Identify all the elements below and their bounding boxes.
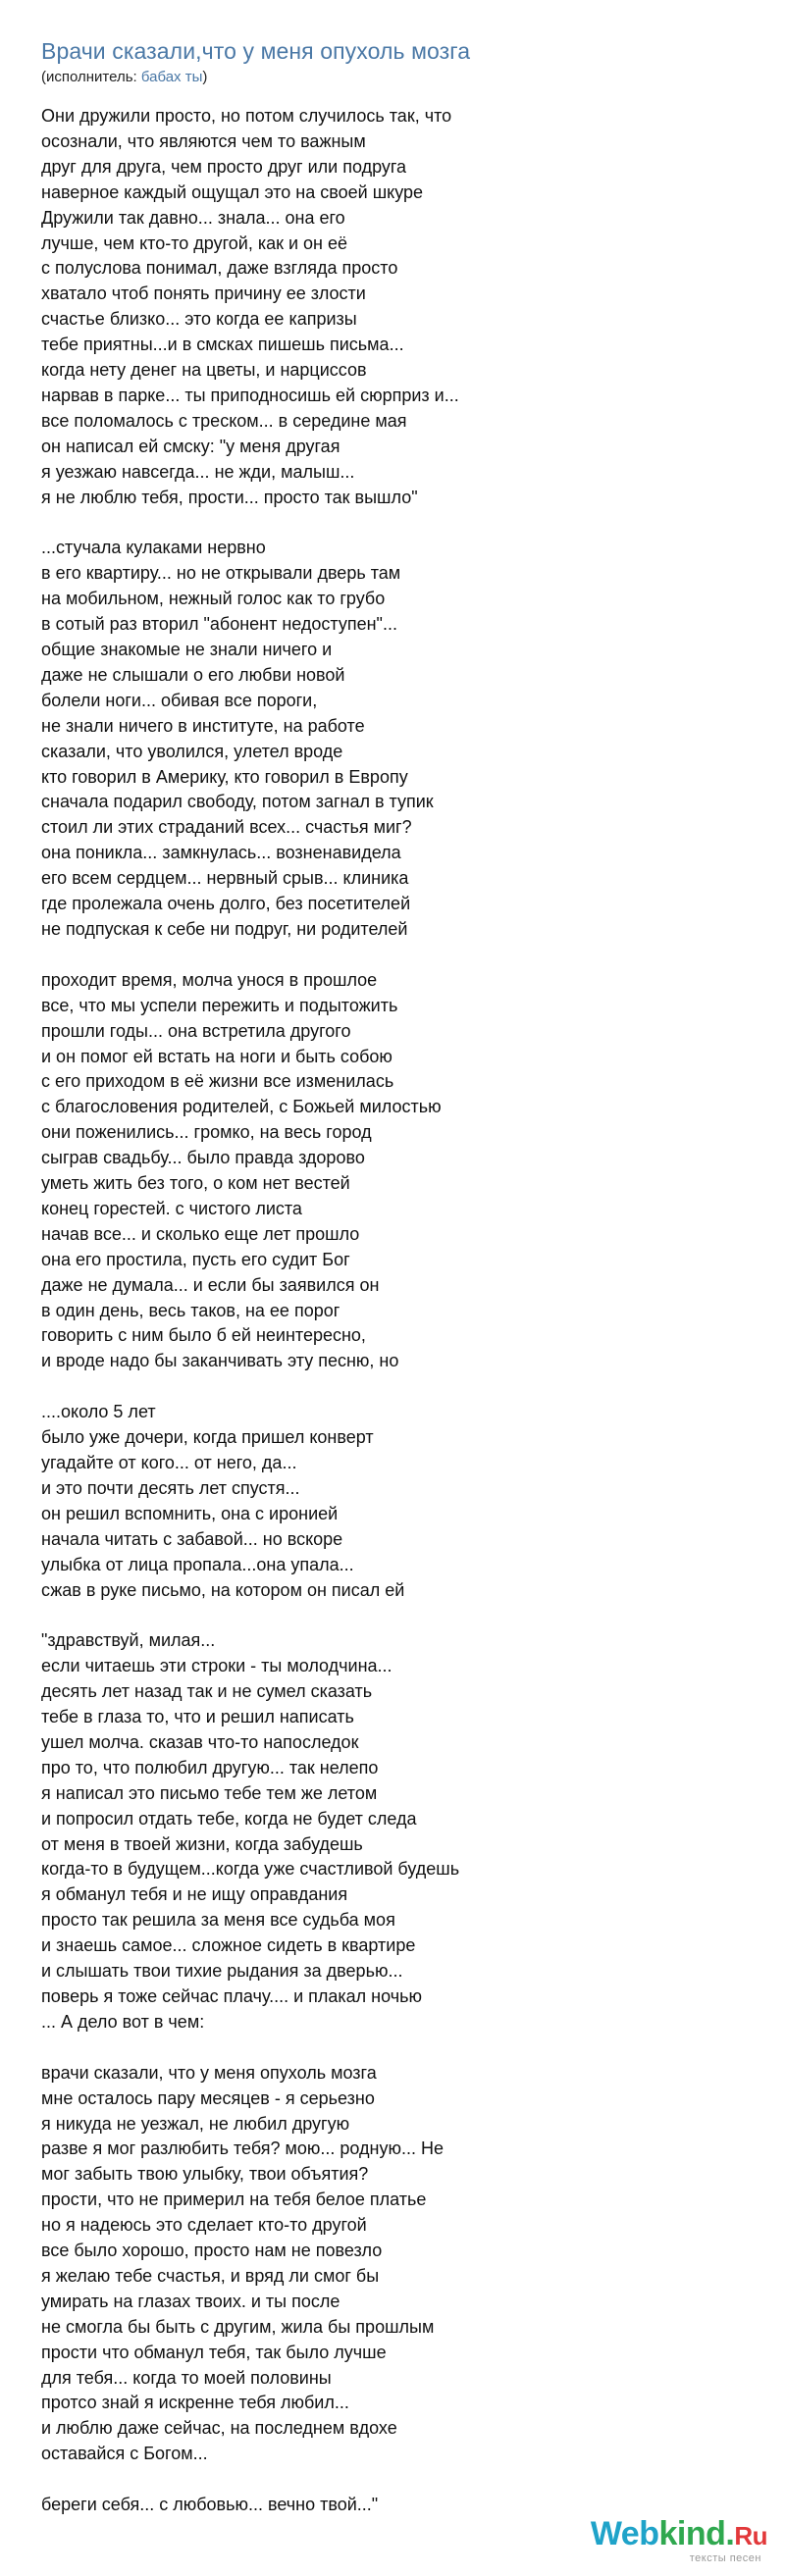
artist-link[interactable]: бабах ты: [140, 69, 203, 85]
lyric-line: врачи сказали, что у меня опухоль мозга: [41, 2062, 377, 2083]
lyric-line: но я надеюсь это сделает кто-то другой: [41, 2215, 367, 2236]
lyric-line: наверное каждый ощущал это на своей шкуре: [41, 181, 424, 202]
lyric-line: прости, что не примерил на тебя белое платье: [41, 2190, 427, 2210]
lyric-line: болели ноги... обивая все пороги,: [41, 690, 318, 710]
performer-line: [41, 69, 748, 86]
lyric-line: уметь жить без того, о ком нет вестей: [41, 1173, 350, 1194]
lyric-line: ....около 5 лет: [41, 1402, 156, 1422]
lyrics-stanza: [41, 536, 728, 943]
lyrics-stanza: [41, 104, 728, 511]
lyric-line: все поломалось с треском... в середине мая: [41, 410, 407, 431]
lyric-line: Дружили так давно... знала... она его: [41, 207, 345, 228]
lyric-line: просто так решила за меня все судьба моя: [41, 1910, 395, 1931]
lyric-line: он написал ей смску: "у меня другая: [41, 436, 340, 456]
lyric-line: тебе в глаза то, что и решил написать: [41, 1707, 354, 1727]
lyrics-body: [41, 104, 728, 2544]
lyric-line: в его квартиру... но не открывали дверь там: [41, 563, 401, 584]
webkind-logo[interactable]: [532, 2515, 767, 2564]
performer-prefix: (исполнитель:: [41, 69, 141, 85]
lyric-line: он решил вспомнить, она с иронией: [41, 1503, 339, 1523]
song-header: [41, 37, 748, 86]
lyric-line: тебе приятны...и в смсках пишешь письма...: [41, 335, 404, 355]
lyric-line: я не люблю тебя, прости... просто так вышло": [41, 487, 418, 507]
lyric-line: поверь я тоже сейчас плачу.... и плакал ночью: [41, 1986, 422, 2006]
lyric-line: ...стучала кулаками нервно: [41, 538, 266, 558]
lyric-line: улыбка от лица пропала...она упала...: [41, 1554, 354, 1574]
lyric-line: мог забыть твою улыбку, твои объятия?: [41, 2164, 369, 2185]
lyric-line: "здравствуй, милая...: [41, 1630, 216, 1651]
lyric-line: я никуда не уезжал, не любил другую: [41, 2113, 350, 2134]
logo-wordmark: [532, 2515, 767, 2554]
lyric-line: не смогла бы быть с другим, жила бы прошлым: [41, 2316, 435, 2337]
lyric-line: и знаешь самое... сложное сидеть в квартире: [41, 1935, 416, 1956]
lyric-line: береги себя... с любовью... вечно твой...": [41, 2495, 379, 2515]
lyric-line: она его простила, пусть его судит Бог: [41, 1249, 350, 1269]
lyric-line: в один день, весь таков, на ее порог: [41, 1300, 340, 1320]
logo-dot: .: [725, 2515, 735, 2552]
lyric-line: сыграв свадьбу... было правда здорово: [41, 1148, 365, 1168]
lyric-line: умирать на глазах твоих. и ты после: [41, 2291, 340, 2311]
lyric-line: и вроде надо бы заканчивать эту песню, но: [41, 1351, 399, 1371]
lyrics-stanza: [41, 1400, 728, 1603]
lyric-line: общие знакомые не знали ничего и: [41, 640, 333, 660]
lyrics-stanza: [41, 2061, 728, 2468]
lyric-line: начала читать с забавой... но вскоре: [41, 1528, 343, 1549]
lyric-line: и он помог ей встать на ноги и быть собою: [41, 1046, 392, 1066]
lyric-line: мне осталось пару месяцев - я серьезно: [41, 2087, 375, 2108]
lyric-line: она поникла... замкнулась... возненавидела: [41, 843, 401, 863]
lyric-line: если читаешь эти строки - ты молодчина...: [41, 1656, 392, 1676]
lyric-line: осознали, что являются чем то важным: [41, 130, 366, 151]
lyric-line: где пролежала очень долго, без посетителей: [41, 894, 411, 914]
lyric-line: от меня в твоей жизни, когда забудешь: [41, 1833, 363, 1854]
lyric-line: и слышать твои тихие рыдания за дверью...: [41, 1961, 403, 1982]
lyric-line: и попросил отдать тебе, когда не будет следа: [41, 1808, 417, 1829]
lyric-line: даже не думала... и если бы заявился он: [41, 1274, 380, 1295]
lyric-line: его всем сердцем... нервный срыв... клиника: [41, 868, 409, 889]
lyric-line: ушел молча. сказав что-то напоследок: [41, 1731, 359, 1752]
lyric-line: когда-то в будущем...когда уже счастливой будешь: [41, 1859, 460, 1880]
lyric-line: я обманул тебя и не ищу оправдания: [41, 1884, 348, 1905]
lyric-line: и люблю даже сейчас, на последнем вдохе: [41, 2418, 397, 2439]
lyric-line: лучше, чем кто-то другой, как и он её: [41, 232, 348, 253]
lyric-line: проходит время, молча унося в прошлое: [41, 969, 378, 990]
lyric-line: прости что обманул тебя, так было лучше: [41, 2342, 387, 2362]
lyric-line: с благословения родителей, с Божьей милостью: [41, 1097, 442, 1117]
lyric-line: я желаю тебе счастья, и вряд ли смог бы: [41, 2265, 380, 2286]
lyric-line: было уже дочери, когда пришел конверт: [41, 1427, 374, 1448]
logo-part-ru: Ru: [734, 2521, 767, 2550]
lyric-line: говорить с ним было б ей неинтересно,: [41, 1325, 366, 1346]
lyric-line: разве я мог разлюбить тебя? мою... родную... Не: [41, 2138, 445, 2159]
lyric-line: про то, что полюбил другую... так нелепо: [41, 1757, 379, 1777]
lyric-line: ... А дело вот в чем:: [41, 2011, 205, 2032]
lyric-line: хватало чтоб понять причину ее злости: [41, 283, 366, 304]
lyric-line: в сотый раз вторил "абонент недоступен"...: [41, 614, 397, 635]
lyric-line: с его приходом в её жизни все изменилась: [41, 1071, 394, 1092]
lyric-line: кто говорил в Америку, кто говорил в Европу: [41, 766, 408, 787]
lyric-line: не подпуская к себе ни подруг, ни родителей: [41, 918, 408, 939]
lyric-line: друг для друга, чем просто друг или подруга: [41, 156, 407, 177]
lyric-line: Они дружили просто, но потом случилось так, что: [41, 106, 452, 126]
lyric-line: сжав в руке письмо, на котором он писал ей: [41, 1579, 405, 1600]
logo-part-kind: kind: [658, 2515, 726, 2552]
lyric-line: с полуслова понимал, даже взгляда просто: [41, 258, 398, 279]
lyric-line: для тебя... когда то моей половины: [41, 2367, 332, 2388]
lyric-line: не знали ничего в институте, на работе: [41, 715, 365, 736]
lyric-line: они поженились... громко, на весь город: [41, 1122, 372, 1143]
logo-tagline: тексты песен: [689, 2552, 761, 2564]
lyric-line: все было хорошо, просто нам не повезло: [41, 2241, 383, 2261]
lyric-line: даже не слышали о его любви новой: [41, 664, 345, 685]
performer-suffix: ): [202, 69, 208, 85]
lyric-line: все, что мы успели пережить и подытожить: [41, 995, 398, 1015]
lyric-line: прошли годы... она встретила другого: [41, 1020, 351, 1041]
lyric-line: когда нету денег на цветы, и нарциссов: [41, 360, 367, 381]
lyric-line: я уезжаю навсегда... не жди, малыш...: [41, 461, 355, 482]
lyrics-stanza: [41, 1628, 728, 2035]
lyric-line: протсо знай я искренне тебя любил...: [41, 2393, 349, 2413]
lyric-line: сначала подарил свободу, потом загнал в тупик: [41, 792, 434, 812]
lyrics-stanza: [41, 968, 728, 1375]
page-title: Врачи сказали,что у меня опухоль мозга: [41, 38, 471, 64]
lyric-line: сказали, что уволился, улетел вроде: [41, 741, 343, 761]
logo-part-web: Web: [590, 2515, 659, 2552]
lyric-line: угадайте от кого... от него, да...: [41, 1452, 297, 1472]
lyric-line: оставайся с Богом...: [41, 2444, 208, 2464]
lyric-line: начав все... и сколько еще лет прошло: [41, 1223, 360, 1244]
lyric-line: стоил ли этих страданий всех... счастья миг?: [41, 817, 412, 838]
lyric-line: нарвав в парке... ты приподносишь ей сюрприз и...: [41, 385, 459, 405]
lyric-line: счастье близко... это когда ее капризы: [41, 309, 357, 330]
lyric-line: на мобильном, нежный голос как то грубо: [41, 589, 386, 609]
lyric-line: я написал это письмо тебе тем же летом: [41, 1782, 378, 1803]
lyric-line: конец горестей. с чистого листа: [41, 1198, 302, 1218]
lyric-line: десять лет назад так и не сумел сказать: [41, 1681, 373, 1702]
lyric-line: и это почти десять лет спустя...: [41, 1477, 300, 1498]
